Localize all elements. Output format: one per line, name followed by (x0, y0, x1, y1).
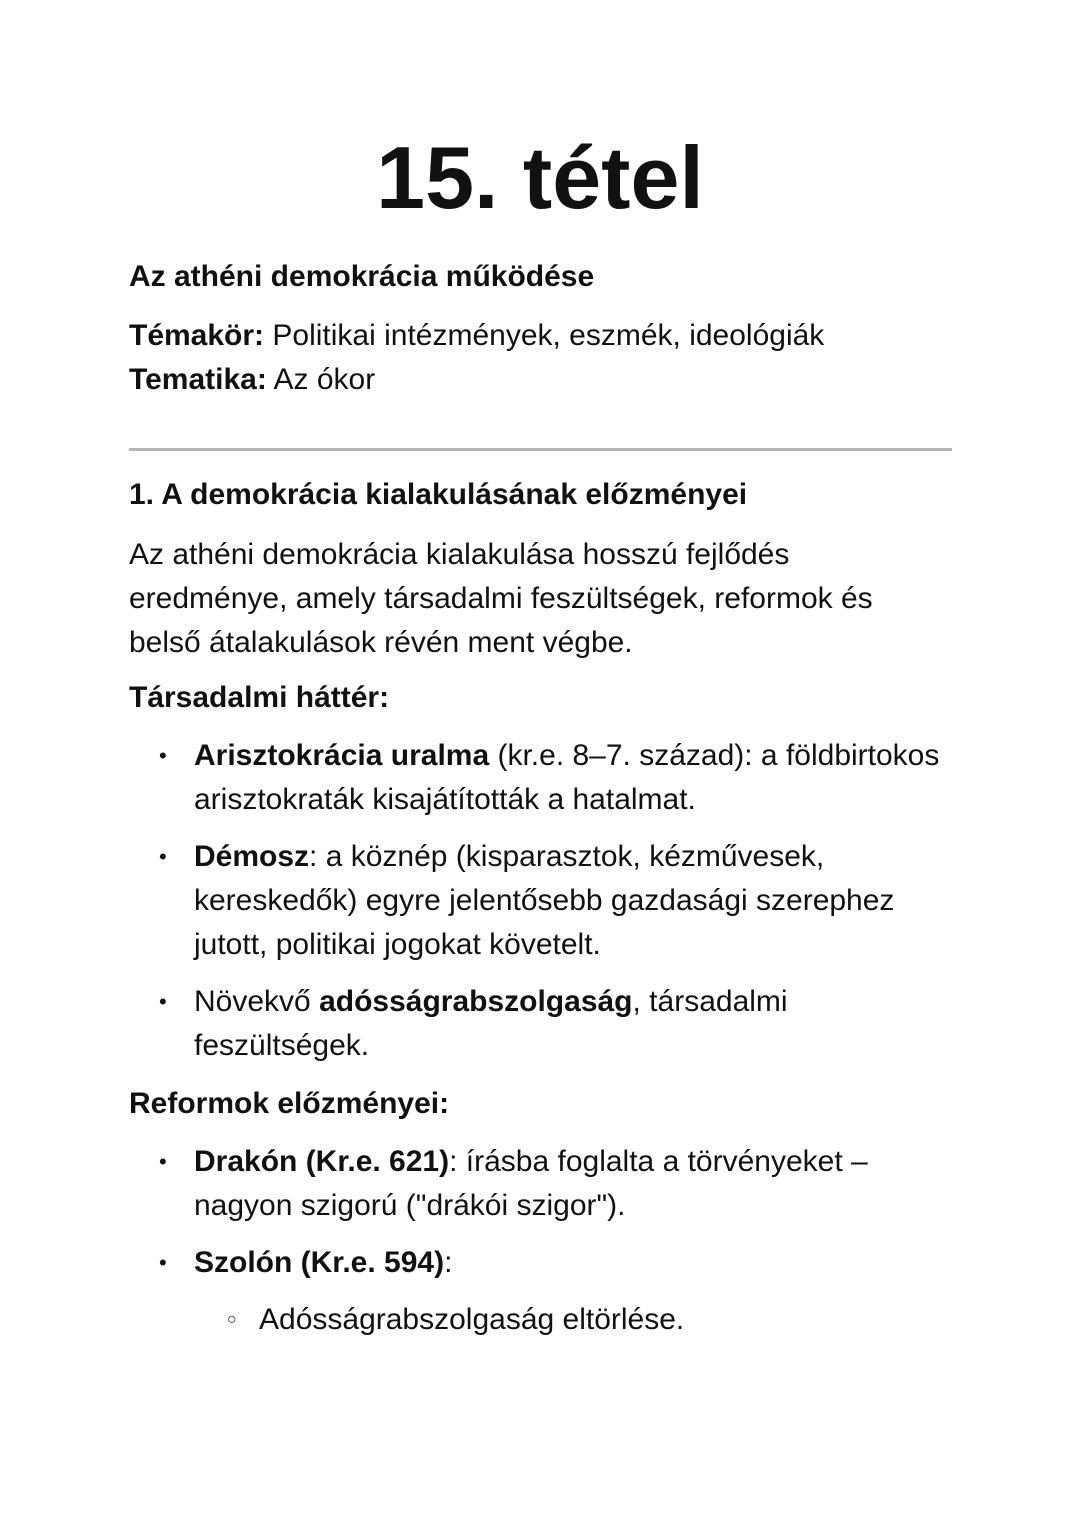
bullet-icon: • (159, 844, 167, 869)
item-bold: Szolón (Kr.e. 594) (194, 1246, 445, 1279)
list-item (129, 835, 952, 967)
item-text: : a köznép (kisparasztok, kézművesek, kereskedők) egyre jelentősebb gazdasági szerephez jutott, politikai jogokat követelt. (194, 840, 895, 961)
social-background-list (129, 734, 952, 1068)
solon-sublist (194, 1298, 952, 1342)
bullet-icon: • (159, 989, 167, 1014)
bullet-icon: • (159, 743, 167, 768)
horizontal-divider (129, 448, 952, 451)
theme-label: Tematika: (129, 363, 267, 396)
item-bold: Arisztokrácia uralma (194, 739, 490, 772)
item-bold: Démosz (194, 840, 310, 873)
reforms-heading: Reformok előzményei: (129, 1087, 450, 1120)
list-item (129, 1241, 952, 1342)
item-text: , társadalmi feszültségek. (194, 985, 788, 1062)
topic-value: Politikai intézmények, eszmék, ideológiák (264, 319, 825, 352)
item-text: : (444, 1246, 453, 1279)
subitem-text: Adósságrabszolgaság eltörlése. (259, 1303, 685, 1336)
topic-label: Témakör: (129, 319, 265, 352)
reforms-list (129, 1140, 952, 1355)
item-bold: adósságrabszolgaság (319, 985, 633, 1018)
page-title: 15. tétel (376, 128, 704, 227)
bullet-icon: • (159, 1250, 167, 1275)
theme-line (129, 358, 824, 402)
list-item (129, 734, 952, 822)
document-subtitle: Az athéni demokrácia működése (129, 260, 595, 293)
bullet-icon: • (159, 1149, 167, 1174)
sublist-item (129, 1298, 1017, 1342)
item-text: (kr.e. 8–7. század): a földbirtokos arisztokraták kisajátították a hatalmat. (194, 739, 940, 816)
social-background-heading: Társadalmi háttér: (129, 681, 390, 714)
section-heading: 1. A demokrácia kialakulásának előzményei (129, 478, 748, 511)
list-item (129, 1140, 952, 1228)
theme-value: Az ókor (266, 363, 376, 396)
item-text: : írásba foglalta a törvényeket – nagyon szigorú ("drákói szigor"). (194, 1145, 868, 1222)
section-paragraph: Az athéni demokrácia kialakulása hosszú fejlődés eredménye, amely társadalmi feszültségek, reformok és belső átalakulások révén ment végbe. (129, 538, 873, 659)
item-bold: Drakón (Kr.e. 621) (194, 1145, 450, 1178)
topic-line (129, 314, 824, 358)
item-pre: Növekvő (194, 985, 320, 1018)
circle-bullet-icon: ○ (227, 1311, 237, 1328)
list-item (129, 980, 952, 1068)
meta-block (129, 314, 824, 402)
